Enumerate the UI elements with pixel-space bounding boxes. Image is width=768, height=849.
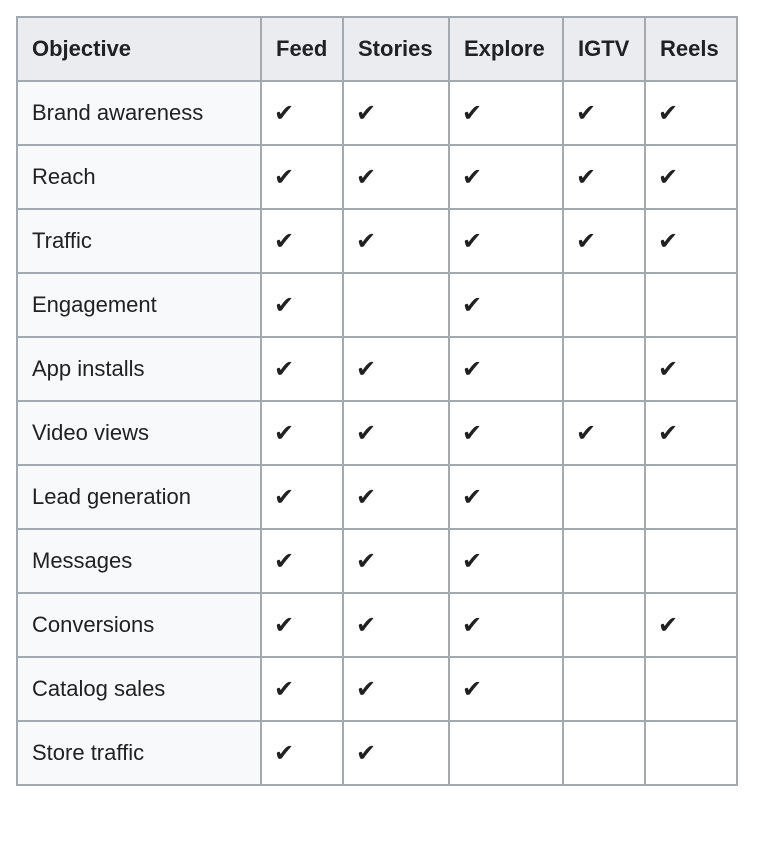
cell-reels — [645, 593, 737, 657]
cell-reels — [645, 657, 737, 721]
check-icon: ✔ — [462, 483, 483, 511]
cell-explore — [449, 593, 563, 657]
check-icon: ✔ — [658, 163, 679, 191]
check-icon: ✔ — [356, 611, 377, 639]
check-icon: ✔ — [274, 739, 295, 767]
cell-reels — [645, 721, 737, 785]
cell-igtv — [563, 529, 645, 593]
cell-explore — [449, 209, 563, 273]
header-stories: Stories — [343, 17, 449, 81]
table-row — [17, 337, 737, 401]
check-icon: ✔ — [462, 163, 483, 191]
table-body — [17, 81, 737, 785]
cell-stories — [343, 401, 449, 465]
header-feed: Feed — [261, 17, 343, 81]
cell-stories — [343, 145, 449, 209]
check-icon: ✔ — [356, 163, 377, 191]
table-row — [17, 209, 737, 273]
objective-label: Video views — [17, 401, 261, 465]
check-icon: ✔ — [462, 291, 483, 319]
check-icon: ✔ — [576, 163, 597, 191]
cell-explore — [449, 657, 563, 721]
cell-reels — [645, 337, 737, 401]
check-icon: ✔ — [356, 99, 377, 127]
cell-stories — [343, 529, 449, 593]
check-icon: ✔ — [462, 419, 483, 447]
cell-explore — [449, 273, 563, 337]
cell-feed — [261, 273, 343, 337]
objective-label: Engagement — [17, 273, 261, 337]
check-icon: ✔ — [576, 419, 597, 447]
table-row — [17, 465, 737, 529]
table-row — [17, 401, 737, 465]
cell-stories — [343, 657, 449, 721]
cell-explore — [449, 81, 563, 145]
cell-stories — [343, 337, 449, 401]
cell-reels — [645, 401, 737, 465]
cell-reels — [645, 273, 737, 337]
check-icon: ✔ — [356, 355, 377, 383]
cell-explore — [449, 401, 563, 465]
cell-stories — [343, 721, 449, 785]
cell-explore — [449, 465, 563, 529]
cell-reels — [645, 145, 737, 209]
cell-stories — [343, 81, 449, 145]
cell-explore — [449, 145, 563, 209]
check-icon: ✔ — [462, 355, 483, 383]
check-icon: ✔ — [274, 163, 295, 191]
check-icon: ✔ — [356, 419, 377, 447]
table-row — [17, 81, 737, 145]
cell-igtv — [563, 209, 645, 273]
check-icon: ✔ — [462, 611, 483, 639]
check-icon: ✔ — [274, 675, 295, 703]
check-icon: ✔ — [274, 419, 295, 447]
objective-label: Store traffic — [17, 721, 261, 785]
cell-feed — [261, 401, 343, 465]
check-icon: ✔ — [356, 483, 377, 511]
check-icon: ✔ — [462, 99, 483, 127]
cell-feed — [261, 337, 343, 401]
cell-stories — [343, 209, 449, 273]
check-icon: ✔ — [274, 99, 295, 127]
cell-explore — [449, 721, 563, 785]
check-icon: ✔ — [658, 611, 679, 639]
cell-reels — [645, 81, 737, 145]
cell-igtv — [563, 81, 645, 145]
cell-explore — [449, 529, 563, 593]
check-icon: ✔ — [576, 227, 597, 255]
check-icon: ✔ — [274, 355, 295, 383]
header-igtv: IGTV — [563, 17, 645, 81]
cell-feed — [261, 81, 343, 145]
cell-igtv — [563, 401, 645, 465]
table-row — [17, 529, 737, 593]
check-icon: ✔ — [274, 291, 295, 319]
objective-label: App installs — [17, 337, 261, 401]
check-icon: ✔ — [274, 611, 295, 639]
header-objective: Objective — [17, 17, 261, 81]
cell-igtv — [563, 145, 645, 209]
cell-explore — [449, 337, 563, 401]
cell-feed — [261, 465, 343, 529]
check-icon: ✔ — [658, 227, 679, 255]
objective-label: Traffic — [17, 209, 261, 273]
cell-reels — [645, 529, 737, 593]
cell-stories — [343, 593, 449, 657]
check-icon: ✔ — [356, 547, 377, 575]
cell-feed — [261, 721, 343, 785]
check-icon: ✔ — [576, 99, 597, 127]
check-icon: ✔ — [658, 355, 679, 383]
check-icon: ✔ — [462, 227, 483, 255]
cell-igtv — [563, 273, 645, 337]
objective-label: Lead generation — [17, 465, 261, 529]
objective-label: Conversions — [17, 593, 261, 657]
check-icon: ✔ — [658, 419, 679, 447]
cell-igtv — [563, 657, 645, 721]
table-row — [17, 657, 737, 721]
cell-feed — [261, 529, 343, 593]
cell-stories — [343, 273, 449, 337]
cell-igtv — [563, 593, 645, 657]
cell-reels — [645, 465, 737, 529]
check-icon: ✔ — [356, 227, 377, 255]
header-row — [17, 17, 737, 81]
header-reels: Reels — [645, 17, 737, 81]
cell-reels — [645, 209, 737, 273]
objective-label: Catalog sales — [17, 657, 261, 721]
cell-igtv — [563, 337, 645, 401]
objective-label: Reach — [17, 145, 261, 209]
table-row — [17, 273, 737, 337]
cell-igtv — [563, 465, 645, 529]
check-icon: ✔ — [658, 99, 679, 127]
objective-label: Brand awareness — [17, 81, 261, 145]
cell-feed — [261, 145, 343, 209]
check-icon: ✔ — [462, 547, 483, 575]
cell-feed — [261, 657, 343, 721]
check-icon: ✔ — [356, 675, 377, 703]
cell-feed — [261, 209, 343, 273]
header-explore: Explore — [449, 17, 563, 81]
table-row — [17, 145, 737, 209]
check-icon: ✔ — [462, 675, 483, 703]
check-icon: ✔ — [356, 739, 377, 767]
table-row — [17, 721, 737, 785]
check-icon: ✔ — [274, 547, 295, 575]
cell-feed — [261, 593, 343, 657]
cell-stories — [343, 465, 449, 529]
objective-label: Messages — [17, 529, 261, 593]
placements-table — [16, 16, 738, 786]
table-row — [17, 593, 737, 657]
check-icon: ✔ — [274, 227, 295, 255]
check-icon: ✔ — [274, 483, 295, 511]
cell-igtv — [563, 721, 645, 785]
